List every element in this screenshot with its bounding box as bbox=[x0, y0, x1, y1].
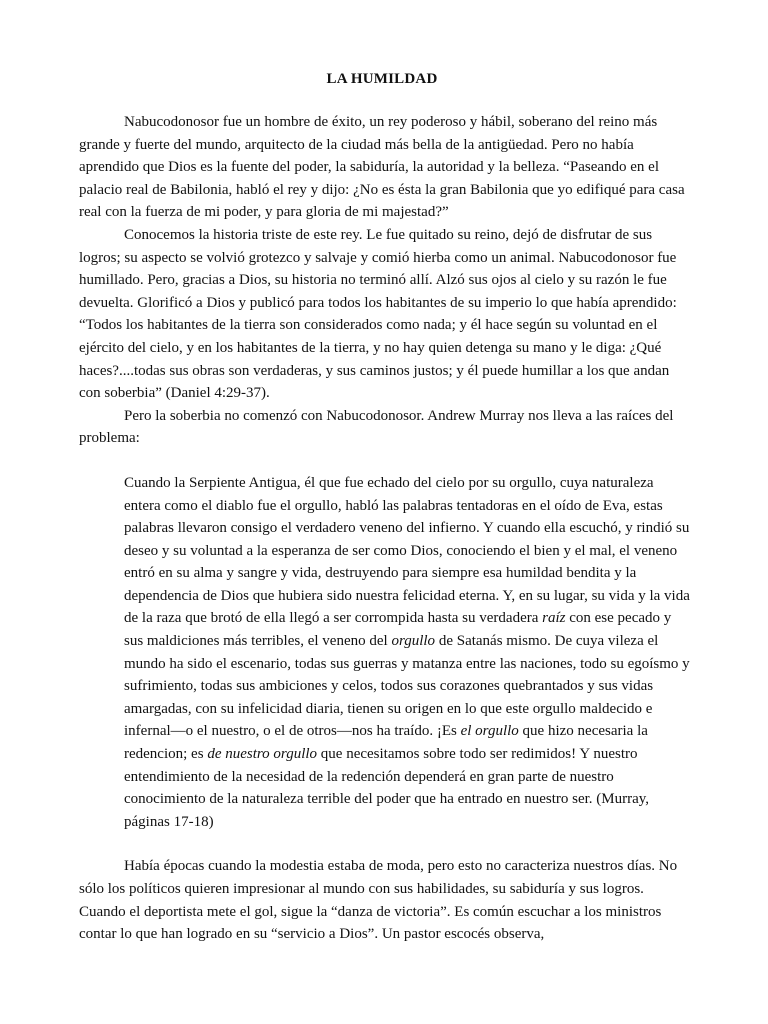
document-title: LA HUMILDAD bbox=[326, 71, 438, 87]
quote-emphasis-de-nuestro-orgullo: de nuestro orgullo bbox=[207, 746, 318, 763]
quote-emphasis-el-orgullo: el orgullo bbox=[460, 723, 519, 740]
quote-emphasis-orgullo: orgullo bbox=[391, 633, 436, 650]
quote-text-3: de Satanás mismo. De cuya vileza el mundo ha sido el escenario, todas sus guerras y matanza entre las naciones, todo su egoísmo y sufrimiento, todas sus ambiciones y celos, todos sus corazones quebrantados y sus vidas amargadas, con su infelicidad diaria, tienen su origen en lo que este orgullo maldecido e infernal—o el nuestro, o el de otros—nos ha traído. ¡Es bbox=[124, 633, 690, 740]
paragraph-3: Pero la soberbia no comenzó con Nabucodonosor. Andrew Murray nos lleva a las raíces del problema: bbox=[79, 407, 674, 447]
quote-emphasis-raiz: raíz bbox=[542, 610, 566, 627]
paragraph-4: Había épocas cuando la modestia estaba de moda, pero esto no caracteriza nuestros días. No sólo los políticos quieren impresionar al mundo con sus habilidades, su sabiduría y sus logros. Cuando el deportista mete el gol, sigue la “danza de victoria”. Es común escuchar a los ministros contar lo que han logrado en su “servicio a Dios”. Un pastor escocés observa, bbox=[79, 858, 678, 943]
quote-text-1: Cuando la Serpiente Antigua, él que fue echado del cielo por su orgullo, cuya naturaleza entera como el diablo fue el orgullo, habló las palabras tentadoras en el oído de Eva, estas palabras llevaron consigo el verdadero veneno del infierno. Y cuando ella escuchó, y rindió su deseo y su voluntad a la esperanza de ser como Dios, conociendo el bien y el mal, el veneno entró en su alma y sangre y vida, destruyendo para siempre esa humildad bendita y la dependencia de Dios que hubiera sido nuestra felicidad eterna. Y, en su lugar, su vida y la vida de la raza que brotó de ella llegó a ser corrompida hasta su verdadera bbox=[124, 474, 690, 627]
paragraph-2: Conocemos la historia triste de este rey. Le fue quitado su reino, dejó de disfrutar de sus logros; su aspecto se volvió grotezco y salvaje y comió hierba como un animal. Nabucodonosor fue humillado. Pero, gracias a Dios, su historia no terminó allí. Alzó sus ojos al cielo y su razón le fue devuelta. Glorificó a Dios y publicó para todos los habitantes de su imperio lo que había aprendido: “Todos los habitantes de la tierra son considerados como nada; y él hace según su voluntad en el ejército del cielo, y en los habitantes de la tierra, y no hay quien detenga su mano y le diga: ¿Qué haces?....todas sus obras son verdaderas, y sus caminos justos; y él puede humillar a los que andan con soberbia” (Daniel 4:29-37). bbox=[79, 226, 677, 402]
paragraph-1: Nabucodonosor fue un hombre de éxito, un rey poderoso y hábil, soberano del reino más grande y fuerte del mundo, arquitecto de la ciudad más bella de la antigüedad. Pero no había aprendido que Dios es la fuente del poder, la sabiduría, la autoridad y la belleza. “Paseando en el palacio real de Babilonia, habló el rey y dijo: ¿No es ésta la gran Babilonia que yo edifiqué para casa real con la fuerza de mi poder, y para gloria de mi majestad?” bbox=[79, 114, 685, 221]
block-quote bbox=[124, 472, 692, 834]
quote-text-5: que necesitamos sobre todo ser redimidos! Y nuestro entendimiento de la necesidad de la redención dependerá en gran parte de nuestro conocimiento de la naturaleza terrible del poder que ha entrado en nuestro ser. (Murray, páginas 17-18) bbox=[124, 746, 650, 830]
quote-text-4: que hizo necesaria la redencion; es bbox=[124, 723, 648, 763]
quote-text-2: con ese pecado y sus maldiciones más terribles, el veneno del bbox=[124, 610, 672, 650]
